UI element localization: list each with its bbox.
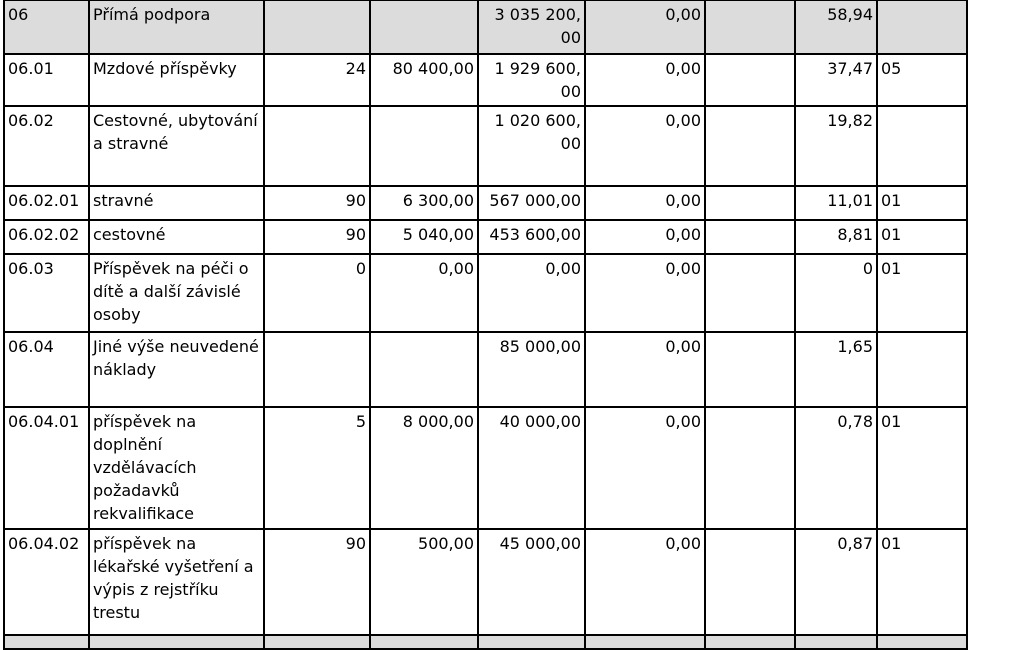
table-body: [4, 0, 967, 649]
cell-item-name: cestovné: [89, 220, 264, 254]
cell-total: 85 000,00: [478, 332, 585, 407]
cell-code: 06.02.02: [4, 220, 89, 254]
cell-unit-price: [370, 106, 478, 186]
cell-quantity: 24: [264, 54, 370, 106]
cell-blank: [89, 635, 264, 649]
cell-amount: 0,00: [585, 106, 705, 186]
cell-quantity: 0: [264, 254, 370, 332]
cell-amount: 0,00: [585, 220, 705, 254]
cell-empty: [705, 529, 795, 635]
cell-unit-price: [370, 332, 478, 407]
cell-unit-price: 8 000,00: [370, 407, 478, 529]
cell-code: 06.04.01: [4, 407, 89, 529]
cell-empty: [705, 254, 795, 332]
cell-amount: 0,00: [585, 54, 705, 106]
cell-percent: 0,87: [795, 529, 877, 635]
table-row: [4, 407, 967, 529]
cell-empty: [705, 220, 795, 254]
cell-amount: 0,00: [585, 529, 705, 635]
cell-amount: 0,00: [585, 332, 705, 407]
cell-code-suffix: [877, 0, 967, 54]
cell-empty: [705, 332, 795, 407]
cell-item-name: Jiné výše neuvedené náklady: [89, 332, 264, 407]
cell-code-suffix: 05: [877, 54, 967, 106]
cell-unit-price: 500,00: [370, 529, 478, 635]
cell-blank: [705, 635, 795, 649]
cell-code: 06.02: [4, 106, 89, 186]
cell-code-suffix: 01: [877, 220, 967, 254]
cell-code: 06.03: [4, 254, 89, 332]
cell-code-suffix: [877, 332, 967, 407]
cell-empty: [705, 407, 795, 529]
budget-table: [3, 0, 968, 650]
cell-unit-price: [370, 0, 478, 54]
cell-item-name: Mzdové příspěvky: [89, 54, 264, 106]
cell-quantity: 5: [264, 407, 370, 529]
cell-code-suffix: 01: [877, 529, 967, 635]
cell-code-suffix: [877, 106, 967, 186]
cell-quantity: [264, 0, 370, 54]
cell-empty: [705, 54, 795, 106]
table-row: [4, 0, 967, 54]
cell-total: 40 000,00: [478, 407, 585, 529]
table-row: [4, 254, 967, 332]
cell-amount: 0,00: [585, 254, 705, 332]
table-row: [4, 529, 967, 635]
cell-total: 1 020 600, 00: [478, 106, 585, 186]
cell-blank: [795, 635, 877, 649]
cell-total: 45 000,00: [478, 529, 585, 635]
cell-quantity: 90: [264, 529, 370, 635]
cell-item-name: příspěvek na doplnění vzdělávacích požadavků rekvalifikace: [89, 407, 264, 529]
table-row: [4, 106, 967, 186]
cell-percent: 0,78: [795, 407, 877, 529]
table-row-partial: [4, 635, 967, 649]
table-row: [4, 332, 967, 407]
cell-percent: 58,94: [795, 0, 877, 54]
cell-code: 06.04.02: [4, 529, 89, 635]
table-row: [4, 54, 967, 106]
cell-quantity: [264, 106, 370, 186]
cell-item-name: Cestovné, ubytování a stravné: [89, 106, 264, 186]
cell-code-suffix: 01: [877, 407, 967, 529]
cell-item-name: stravné: [89, 186, 264, 220]
cell-unit-price: 6 300,00: [370, 186, 478, 220]
cell-amount: 0,00: [585, 407, 705, 529]
cell-blank: [4, 635, 89, 649]
cell-percent: 37,47: [795, 54, 877, 106]
cell-percent: 19,82: [795, 106, 877, 186]
cell-unit-price: 80 400,00: [370, 54, 478, 106]
cell-total: 453 600,00: [478, 220, 585, 254]
cell-quantity: 90: [264, 186, 370, 220]
cell-amount: 0,00: [585, 186, 705, 220]
cell-item-name: Příspěvek na péči o dítě a další závislé osoby: [89, 254, 264, 332]
cell-total: 3 035 200, 00: [478, 0, 585, 54]
cell-unit-price: 5 040,00: [370, 220, 478, 254]
cell-item-name: Přímá podpora: [89, 0, 264, 54]
table-row: [4, 186, 967, 220]
table-row: [4, 220, 967, 254]
cell-empty: [705, 186, 795, 220]
cell-code-suffix: 01: [877, 254, 967, 332]
cell-blank: [264, 635, 370, 649]
cell-empty: [705, 0, 795, 54]
cell-quantity: 90: [264, 220, 370, 254]
cell-blank: [478, 635, 585, 649]
cell-percent: 8,81: [795, 220, 877, 254]
cell-code: 06.02.01: [4, 186, 89, 220]
cell-unit-price: 0,00: [370, 254, 478, 332]
cell-percent: 0: [795, 254, 877, 332]
cell-blank: [370, 635, 478, 649]
cell-quantity: [264, 332, 370, 407]
cell-item-name: příspěvek na lékařské vyšetření a výpis z rejstříku trestu: [89, 529, 264, 635]
cell-blank: [585, 635, 705, 649]
cell-code: 06: [4, 0, 89, 54]
cell-total: 567 000,00: [478, 186, 585, 220]
cell-empty: [705, 106, 795, 186]
cell-percent: 11,01: [795, 186, 877, 220]
cell-amount: 0,00: [585, 0, 705, 54]
cell-code: 06.01: [4, 54, 89, 106]
cell-percent: 1,65: [795, 332, 877, 407]
cell-blank: [877, 635, 967, 649]
cell-total: 0,00: [478, 254, 585, 332]
cell-total: 1 929 600, 00: [478, 54, 585, 106]
cell-code-suffix: 01: [877, 186, 967, 220]
cell-code: 06.04: [4, 332, 89, 407]
